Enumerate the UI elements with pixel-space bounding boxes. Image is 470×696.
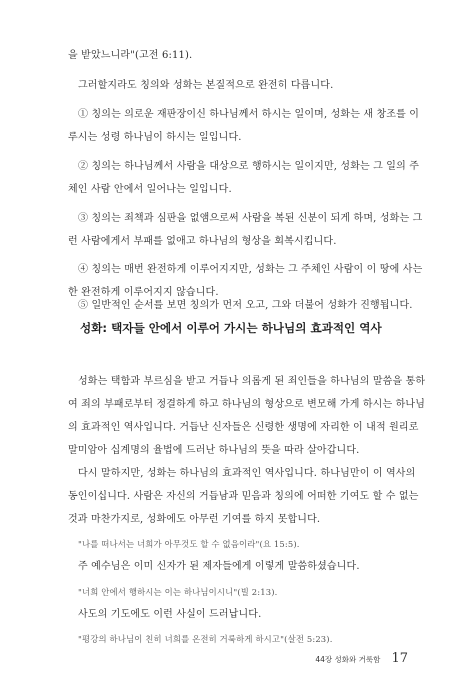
scripture-quote: "나를 떠나서는 너희가 아무것도 할 수 없음이라"(요 15:5). bbox=[78, 539, 300, 549]
text-line: 여 죄의 부패로부터 정결하게 하고 하나님의 형상으로 변모해 가게 하시는 하나님 bbox=[68, 399, 426, 410]
list-item: ④ 칭의는 매번 완전하게 이루어지지만, 성화는 그 주체인 사람이 이 땅에 사는 bbox=[78, 264, 423, 275]
text-line: 성화는 택함과 부르심을 받고 거듭나 의롭게 된 죄인들을 하나님의 말씀을 통하 bbox=[78, 376, 426, 387]
text-line: 말미암아 십계명의 율법에 드러난 하나님의 뜻을 따라 살아갑니다. bbox=[68, 445, 360, 456]
text-line: 동인이십니다. 사람은 자신의 거듭남과 믿음과 칭의에 어떠한 기여도 할 수 없는 bbox=[68, 491, 419, 502]
running-title: 44장 성화와 거룩함 bbox=[315, 655, 381, 664]
list-item: ① 칭의는 의로운 재판장이신 하나님께서 하시는 일이며, 성화는 새 창조를 이 bbox=[78, 109, 420, 120]
text-line: 의 효과적인 역사입니다. 거듭난 신자들은 신령한 생명에 자리한 이 내적 원리로 bbox=[68, 422, 419, 433]
text-line: 것과 마찬가지로, 성화에도 아무런 기여를 하지 못합니다. bbox=[68, 514, 321, 525]
list-item: ③ 칭의는 죄책과 심판을 없앰으로써 사람을 복된 신분이 되게 하며, 성화는 그 bbox=[78, 213, 423, 224]
text-line: 한 완전하게 이루어지지 않습니다. bbox=[68, 287, 219, 298]
page-number: 17 bbox=[391, 651, 408, 666]
scripture-quote: "평강의 하나님이 친히 너희를 온전히 거룩하게 하시고"(살전 5:23). bbox=[78, 634, 333, 644]
scripture-quote: "너희 안에서 행하시는 이는 하나님이시니"(빌 2:13). bbox=[78, 587, 278, 597]
text-line: 사도의 기도에도 이런 사실이 드러납니다. bbox=[78, 609, 262, 620]
text-line: 그러할지라도 칭의와 성화는 본질적으로 완전히 다릅니다. bbox=[78, 80, 334, 91]
text-line: 런 사람에게서 부패를 없애고 하나님의 형상을 회복시킵니다. bbox=[68, 236, 337, 247]
text-line: 루시는 성령 하나님이 하시는 일입니다. bbox=[68, 132, 242, 143]
list-item: ⑤ 일반적인 순서를 보면 칭의가 먼저 오고, 그와 더불어 성화가 진행됩니다. bbox=[78, 300, 413, 311]
text-line: 체인 사람 안에서 일어나는 일입니다. bbox=[68, 184, 232, 195]
page-footer bbox=[315, 647, 408, 666]
list-item: ② 칭의는 하나님께서 사람을 대상으로 행하시는 일이지만, 성화는 그 일의 주 bbox=[78, 161, 420, 172]
text-line: 주 예수님은 이미 신자가 된 제자들에게 이렇게 말씀하셨습니다. bbox=[78, 561, 360, 572]
section-heading: 성화: 택자들 안에서 이루어 가시는 하나님의 효과적인 역사 bbox=[80, 321, 382, 335]
text-line: 을 받았느니라"(고전 6:11). bbox=[68, 50, 193, 61]
text-line: 다시 말하지만, 성화는 하나님의 효과적인 역사입니다. 하나님만이 이 역사의 bbox=[78, 468, 416, 479]
